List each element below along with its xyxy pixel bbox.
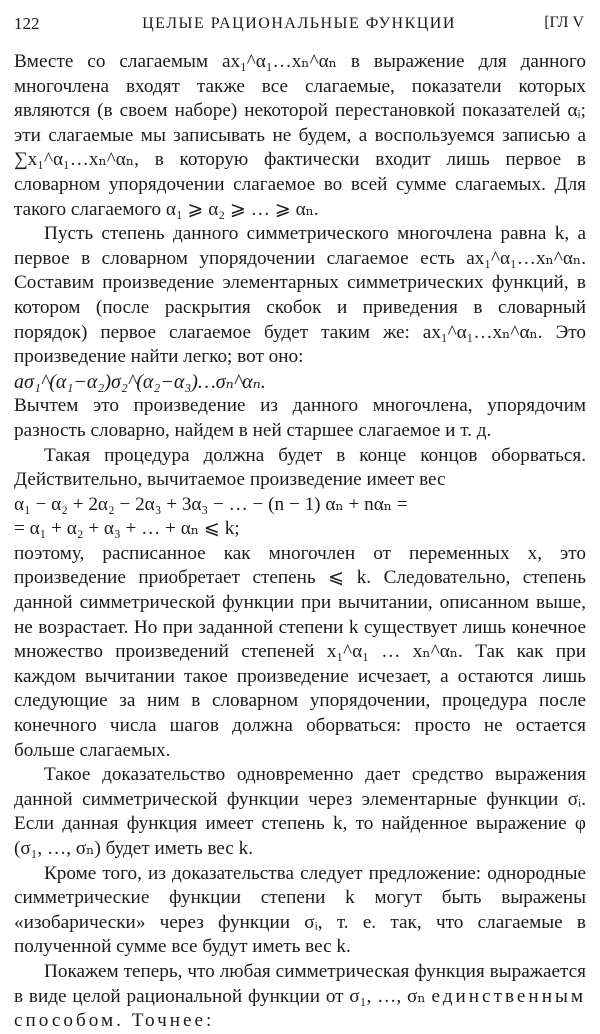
page-body xyxy=(14,50,586,1034)
paragraph: Такое доказательство одновременно дает средство выражения данной симметрической функции через элементарные функции σᵢ. Если данная функция имеет степень k, то найденное выражение φ (σ₁, …, σₙ) будет иметь вес k. xyxy=(14,764,586,859)
formula-weight-line1: α₁ − α₂ + 2α₂ − 2α₃ + 3α₃ − … − (n − 1) αₙ + nαₙ = xyxy=(14,493,408,515)
paragraph: поэтому, расписанное как многочлен от переменных x, это произведение приобретает степень ⩽ k. Следовательно, степень данной симметрической функции при вычитании, описанном выше, не возрастает. Но при заданной степени k существует лишь конечное множество произведений степеней x₁^α₁ … xₙ^αₙ. Так как при каждом вычитании такое произведение исчезает, а остаются лишь следующие за ним в словарном упорядочении, процедура после конечного числа шагов должна оборваться: просто не остается больше слагаемых. xyxy=(14,542,586,761)
page-number: 122 xyxy=(14,14,40,33)
emphasized-text: единственным способом. Точнее: xyxy=(14,985,586,1032)
formula-product: aσ₁^(α₁−α₂)σ₂^(α₂−α₃)…σₙ^αₙ. xyxy=(14,370,266,393)
paragraph xyxy=(14,960,586,1034)
chapter-marker: [ГЛ V xyxy=(544,14,584,31)
paragraph: Вычтем это произведение из данного многочлена, упорядочим разность словарно, найдем в ней старшее слагаемое и т. д. xyxy=(14,395,586,441)
formula-weight-line2: = α₁ + α₂ + α₃ + … + αₙ ⩽ k; xyxy=(14,518,240,540)
paragraph: Пусть степень данного симметрического многочлена равна k, а первое в словарном упорядочении слагаемое есть ax₁^α₁…xₙ^αₙ. Составим произведение элементарных симметрических функций, в котором (после раскрытия скобок и приведения в словарный порядок) первое слагаемое будет таким же: ax₁^α₁…xₙ^αₙ. Это произведение найти легко; вот оно: xyxy=(14,223,586,368)
paragraph-text: Покажем теперь, что любая симметрическая функция выражается в виде целой рациональной функции от σ₁, …, σₙ xyxy=(14,960,586,1007)
paragraph: Кроме того, из доказательства следует предложение: однородные симметрические функции степени k могут быть выражены «изобарически» через функции σᵢ, т. е. так, что слагаемые в полученной сумме все будут иметь вес k. xyxy=(14,862,586,958)
paragraph: Вместе со слагаемым ax₁^α₁…xₙ^αₙ в выражение для данного многочлена входят также все слагаемые, показатели которых являются (в своем наборе) некоторой перестановкой показателей αᵢ; эти слагаемые мы записывать не будем, а воспользуемся записью a ∑x₁^α₁…xₙ^αₙ, в которую фактически входит лишь первое в словарном упорядочении слагаемое во всей сумме слагаемых. Для такого слагаемого α₁ ⩾ α₂ ⩾ … ⩾ αₙ. xyxy=(14,51,586,220)
paragraph: Такая процедура должна будет в конце концов оборваться. Действительно, вычитаемое произведение имеет вес xyxy=(14,444,586,491)
running-header xyxy=(14,10,584,38)
running-title: ЦЕЛЫЕ РАЦИОНАЛЬНЫЕ ФУНКЦИИ xyxy=(142,15,456,32)
